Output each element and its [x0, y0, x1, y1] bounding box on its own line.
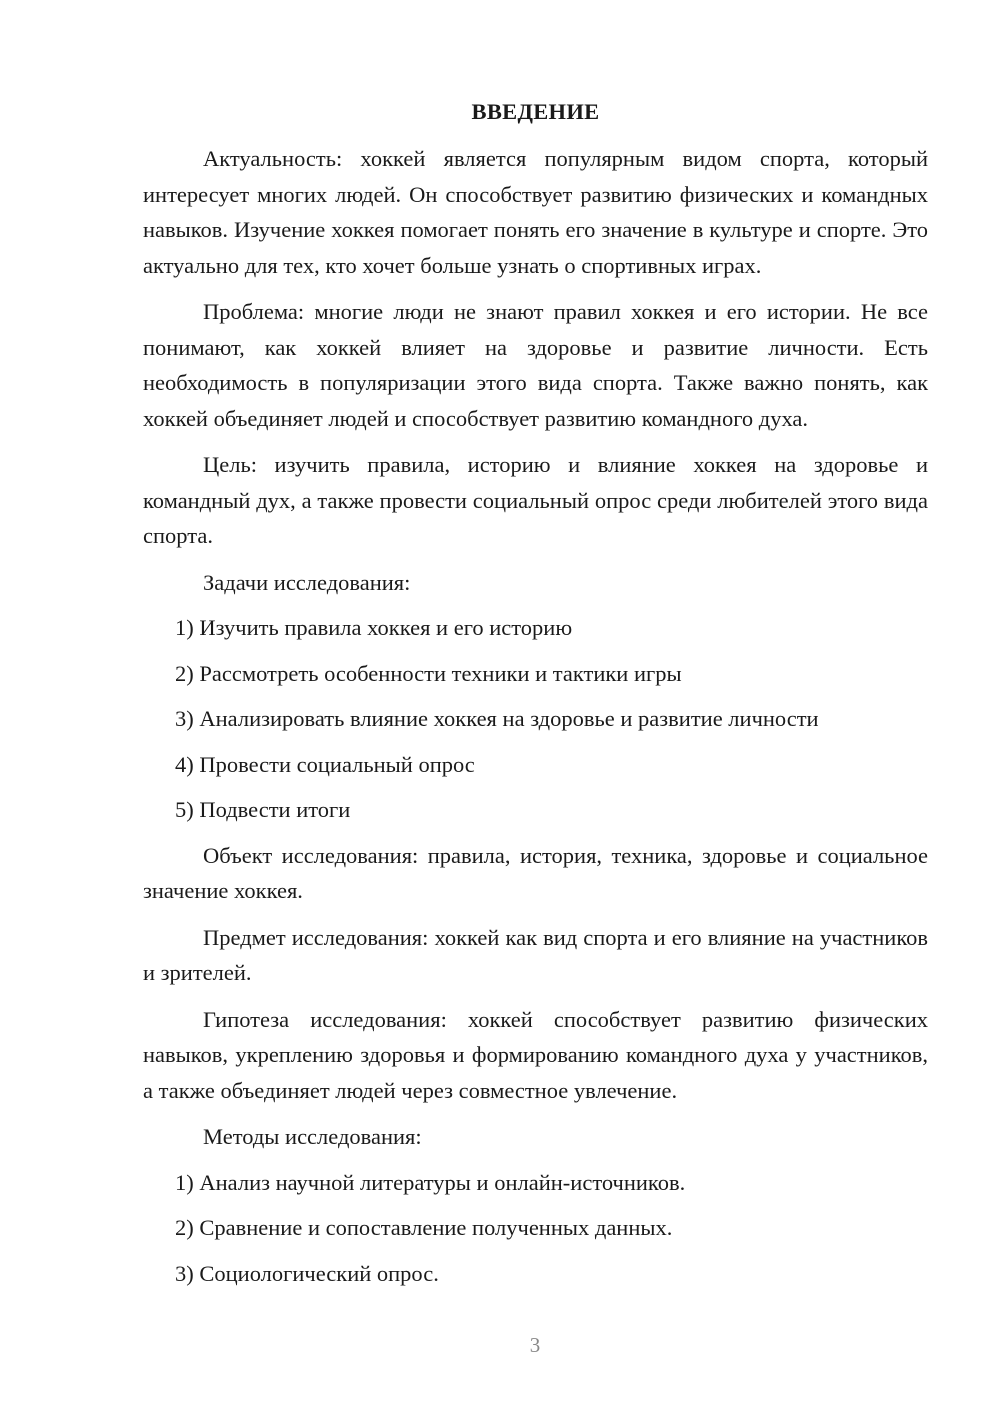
page-number: 3 [529, 1333, 541, 1357]
list-item: 3) Социологический опрос. [175, 1260, 439, 1286]
subject-paragraph: Предмет исследования: хоккей как вид спорта и его влияние на участников и зрителей. [143, 924, 928, 985]
section-title: ВВЕДЕНИЕ [471, 99, 600, 124]
methods-list [143, 1165, 928, 1292]
relevance-paragraph: Актуальность: хоккей является популярным видом спорта, который интересует многих людей. Он способствует развитию физических и командных навыков. Изучение хоккея помогает понять его значение в культуре и спорте. Это актуально для тех, кто хочет больше узнать о спортивных играх. [143, 146, 928, 278]
tasks-list [143, 610, 928, 828]
list-item: 2) Рассмотреть особенности техники и тактики игры [175, 660, 682, 686]
list-item: 3) Анализировать влияние хоккея на здоровье и развитие личности [175, 706, 819, 731]
problem-paragraph: Проблема: многие люди не знают правил хоккея и его истории. Не все понимают, как хоккей влияет на здоровье и развитие личности. Есть необходимость в популяризации этого вида спорта. Также важно понять, как хоккей объединяет людей и способствует развитию командного духа. [143, 299, 928, 431]
tasks-heading: Задачи исследования: [203, 569, 411, 595]
page-content [143, 95, 928, 1301]
hypothesis-paragraph: Гипотеза исследования: хоккей способствует развитию физических навыков, укреплению здоровья и формированию командного духа у участников, а также объединяет людей через совместное увлечение. [143, 1006, 928, 1103]
list-item: 1) Изучить правила хоккея и его историю [175, 615, 573, 640]
list-item: 4) Провести социальный опрос [175, 751, 475, 777]
list-item: 2) Сравнение и сопоставление полученных данных. [175, 1215, 673, 1240]
list-item: 1) Анализ научной литературы и онлайн-источников. [175, 1169, 686, 1195]
goal-paragraph: Цель: изучить правила, историю и влияние хоккея на здоровье и командный дух, а также провести социальный опрос среди любителей этого вида спорта. [143, 452, 928, 548]
methods-heading: Методы исследования: [203, 1124, 422, 1149]
list-item: 5) Подвести итоги [175, 797, 351, 822]
object-paragraph: Объект исследования: правила, история, техника, здоровье и социальное значение хоккея. [143, 842, 928, 903]
